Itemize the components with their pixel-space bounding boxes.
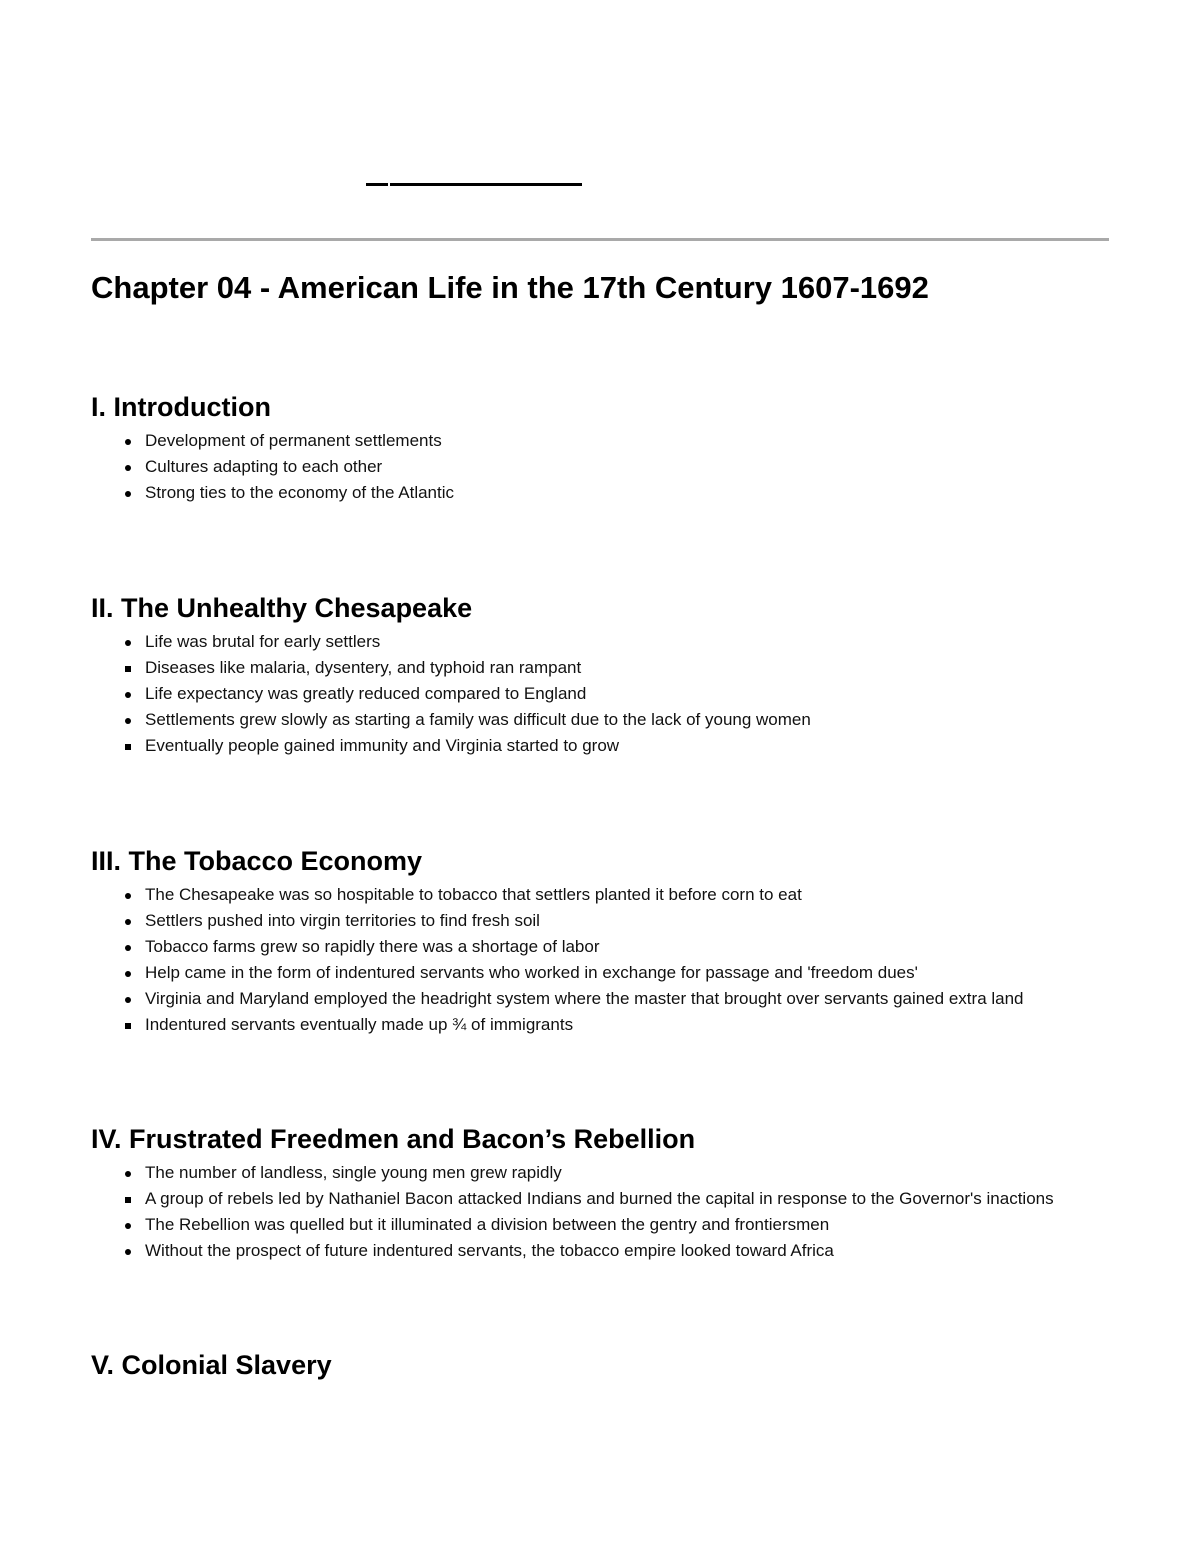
bullet-disc-icon xyxy=(125,997,131,1003)
section-frustrated-freedmen xyxy=(91,1122,1151,1264)
list-item-text: Settlements grew slowly as starting a family was difficult due to the lack of young women xyxy=(145,710,811,729)
section-tobacco-economy xyxy=(91,844,1151,1038)
list-item-text: Cultures adapting to each other xyxy=(145,457,383,476)
section-introduction xyxy=(91,390,1151,506)
list-item-text: Strong ties to the economy of the Atlantic xyxy=(145,483,455,502)
list-item-text: Life expectancy was greatly reduced compared to England xyxy=(145,684,587,703)
underline-long-segment xyxy=(390,183,582,186)
list-item xyxy=(91,681,1151,707)
bullet-list xyxy=(91,629,1151,759)
list-item-text: The Chesapeake was so hospitable to tobacco that settlers planted it before corn to eat xyxy=(145,885,802,904)
bullet-disc-icon xyxy=(125,945,131,951)
list-item-text: Indentured servants eventually made up ¾ of immigrants xyxy=(145,1015,574,1034)
section-heading: II. The Unhealthy Chesapeake xyxy=(91,593,473,623)
bullet-square-icon xyxy=(125,1197,131,1203)
header-underline xyxy=(366,183,582,187)
bullet-disc-icon xyxy=(125,1171,131,1177)
list-item-text: Life was brutal for early settlers xyxy=(145,632,381,651)
list-item xyxy=(91,882,1151,908)
list-item-text: Eventually people gained immunity and Virginia started to grow xyxy=(145,736,620,755)
list-item xyxy=(91,1212,1151,1238)
bullet-list xyxy=(91,1160,1151,1264)
page-title: Chapter 04 - American Life in the 17th Century 1607-1692 xyxy=(91,270,929,305)
list-item xyxy=(91,908,1151,934)
section-heading: III. The Tobacco Economy xyxy=(91,846,423,876)
list-item-text: Settlers pushed into virgin territories to find fresh soil xyxy=(145,911,540,930)
list-item xyxy=(91,655,1151,681)
list-item xyxy=(91,934,1151,960)
bullet-disc-icon xyxy=(125,919,131,925)
section-heading: IV. Frustrated Freedmen and Bacon’s Rebellion xyxy=(91,1124,696,1154)
bullet-disc-icon xyxy=(125,1249,131,1255)
section-unhealthy-chesapeake xyxy=(91,591,1151,759)
underline-short-segment xyxy=(366,183,388,186)
list-item xyxy=(91,1238,1151,1264)
list-item xyxy=(91,480,1151,506)
list-item-text: Help came in the form of indentured servants who worked in exchange for passage and 'freedom dues' xyxy=(145,963,918,982)
horizontal-divider xyxy=(91,238,1109,241)
list-item xyxy=(91,1012,1151,1038)
bullet-disc-icon xyxy=(125,491,131,497)
section-heading: V. Colonial Slavery xyxy=(91,1350,332,1380)
bullet-square-icon xyxy=(125,744,131,750)
bullet-disc-icon xyxy=(125,692,131,698)
bullet-square-icon xyxy=(125,1023,131,1029)
list-item xyxy=(91,707,1151,733)
bullet-list xyxy=(91,428,1151,506)
list-item xyxy=(91,454,1151,480)
bullet-disc-icon xyxy=(125,640,131,646)
list-item-text: Development of permanent settlements xyxy=(145,431,442,450)
bullet-disc-icon xyxy=(125,893,131,899)
list-item-text: A group of rebels led by Nathaniel Bacon attacked Indians and burned the capital in response to the Governor's inactions xyxy=(145,1189,1054,1208)
bullet-disc-icon xyxy=(125,1223,131,1229)
list-item xyxy=(91,1186,1151,1212)
bullet-disc-icon xyxy=(125,971,131,977)
bullet-disc-icon xyxy=(125,718,131,724)
bullet-disc-icon xyxy=(125,439,131,445)
list-item-text: The Rebellion was quelled but it illuminated a division between the gentry and frontiersmen xyxy=(145,1215,830,1234)
list-item-text: The number of landless, single young men grew rapidly xyxy=(145,1163,562,1182)
list-item xyxy=(91,428,1151,454)
list-item-text: Diseases like malaria, dysentery, and typhoid ran rampant xyxy=(145,658,582,677)
list-item-text: Without the prospect of future indentured servants, the tobacco empire looked toward Africa xyxy=(145,1241,834,1260)
list-item xyxy=(91,1160,1151,1186)
bullet-list xyxy=(91,882,1151,1038)
section-colonial-slavery xyxy=(91,1348,1151,1382)
list-item xyxy=(91,733,1151,759)
bullet-disc-icon xyxy=(125,465,131,471)
section-heading: I. Introduction xyxy=(91,392,271,422)
list-item xyxy=(91,960,1151,986)
list-item-text: Tobacco farms grew so rapidly there was a shortage of labor xyxy=(145,937,600,956)
bullet-square-icon xyxy=(125,666,131,672)
list-item-text: Virginia and Maryland employed the headright system where the master that brought over servants gained extra land xyxy=(145,989,1024,1008)
list-item xyxy=(91,629,1151,655)
list-item xyxy=(91,986,1151,1012)
